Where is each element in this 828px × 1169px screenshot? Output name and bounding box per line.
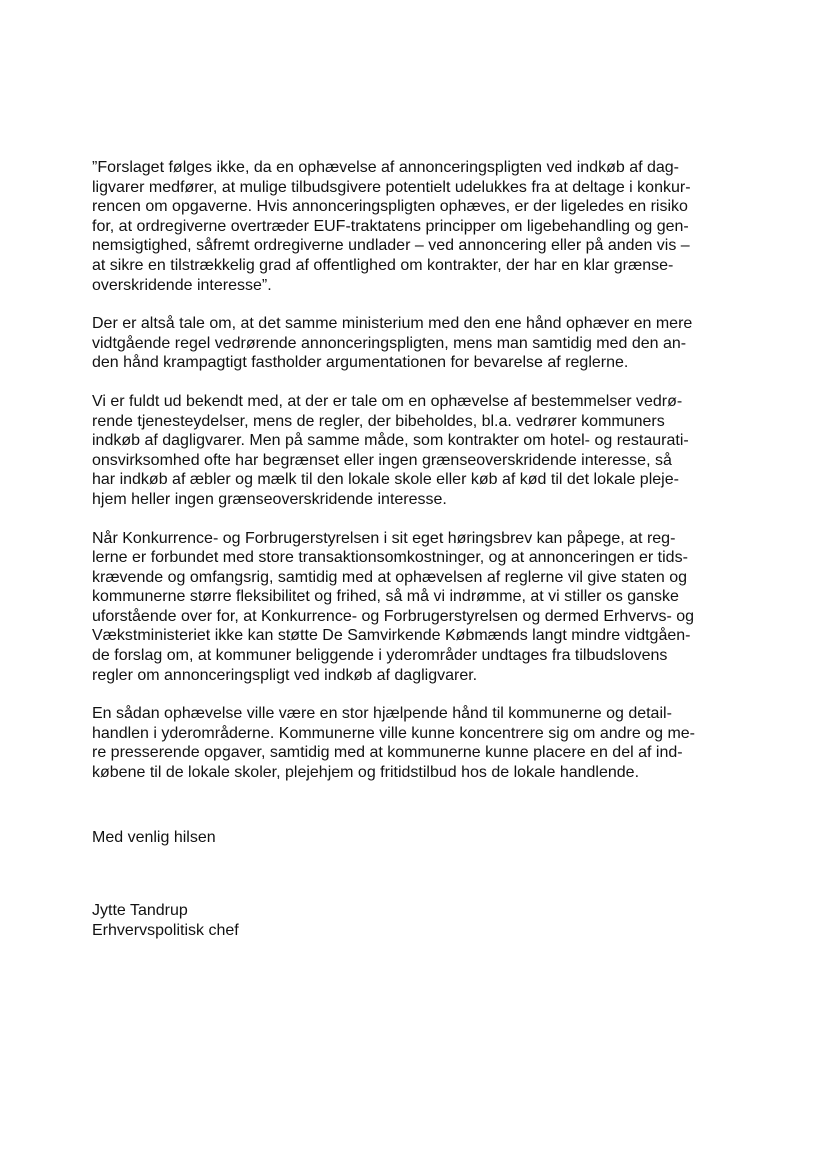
text-line: re presserende opgaver, samtidig med at kommunerne kunne placere en del af ind- [92, 744, 683, 762]
text-line: uforstående over for, at Konkurrence- og Forbrugerstyrelsen og dermed Erhvervs- og [92, 607, 695, 625]
paragraph-consultation [92, 529, 742, 686]
text-line: for, at ordregiverne overtræder EUF-traktatens principper om ligebehandling og gen- [92, 217, 689, 235]
text-line: En sådan ophævelse ville være en stor hjælpende hånd til kommunerne og detail- [92, 705, 672, 723]
text-line: regler om annonceringspligt ved indkøb af dagligvarer. [92, 666, 478, 684]
text-line: ligvarer medfører, at mulige tilbudsgivere potentielt udelukkes fra at deltage i konkur- [92, 178, 691, 196]
paragraph-services [92, 392, 742, 510]
text-line: Vi er fuldt ud bekendt med, at der er tale om en ophævelse af bestemmelser vedrø- [92, 392, 683, 410]
text-line: kommunerne større fleksibilitet og frihed, så må vi indrømme, at vi stiller os ganske [92, 588, 679, 606]
text-line: nemsigtighed, såfremt ordregiverne undlader – ved annoncering eller på anden vis – [92, 237, 690, 255]
closing-text: Med venlig hilsen [92, 828, 216, 846]
text-line: overskridende interesse”. [92, 276, 272, 294]
text-line: onsvirksomhed ofte har begrænset eller ingen grænseoverskridende interesse, så [92, 451, 672, 469]
closing-salutation [92, 828, 742, 848]
text-line: indkøb af dagligvarer. Men på samme måde, som kontrakter om hotel- og restaurati- [92, 432, 689, 450]
paragraph-quote [92, 158, 742, 295]
text-line: Når Konkurrence- og Forbrugerstyrelsen i sit eget høringsbrev kan påpege, at reg- [92, 529, 676, 547]
text-line: har indkøb af æbler og mælk til den lokale skole eller køb af kød til det lokale pleje- [92, 471, 679, 489]
text-line: hjem heller ingen grænseoverskridende interesse. [92, 490, 447, 508]
paragraph-ministry [92, 314, 742, 373]
text-line: ”Forslaget følges ikke, da en ophævelse af annonceringspligten ved indkøb af dag- [92, 159, 680, 176]
text-line: den hånd krampagtigt fastholder argumentationen for bevarelse af reglerne. [92, 354, 629, 372]
text-line: vidtgående regel vedrørende annonceringspligten, mens man samtidig med den an- [92, 334, 687, 352]
signer-name: Jytte Tandrup [92, 902, 188, 920]
text-line: at sikre en tilstrækkelig grad af offentlighed om kontrakter, der har en klar grænse- [92, 256, 674, 274]
signature-block [92, 901, 742, 940]
paragraph-conclusion [92, 704, 742, 782]
letter-body [92, 158, 742, 940]
text-line: krævende og omfangsrig, samtidig med at ophævelsen af reglerne vil give staten og [92, 568, 687, 586]
text-line: de forslag om, at kommuner beliggende i yderområder undtages fra tilbudslovens [92, 647, 668, 665]
text-line: Vækstministeriet ikke kan støtte De Samvirkende Købmænds langt mindre vidtgåen- [92, 627, 691, 645]
text-line: handlen i yderområderne. Kommunerne ville kunne koncentrere sig om andre og me- [92, 724, 695, 742]
text-line: lerne er forbundet med store transaktionsomkostninger, og at annonceringen er tids- [92, 549, 688, 567]
signer-title: Erhvervspolitisk chef [92, 921, 239, 939]
text-line: købene til de lokale skoler, plejehjem og fritidstilbud hos de lokale handlende. [92, 764, 640, 782]
text-line: rencen om opgaverne. Hvis annonceringspligten ophæves, er der ligeledes en risiko [92, 198, 688, 216]
text-line: rende tjenesteydelser, mens de regler, der bibeholdes, bl.a. vedrører kommuners [92, 412, 665, 430]
text-line: Der er altså tale om, at det samme ministerium med den ene hånd ophæver en mere [92, 315, 693, 333]
